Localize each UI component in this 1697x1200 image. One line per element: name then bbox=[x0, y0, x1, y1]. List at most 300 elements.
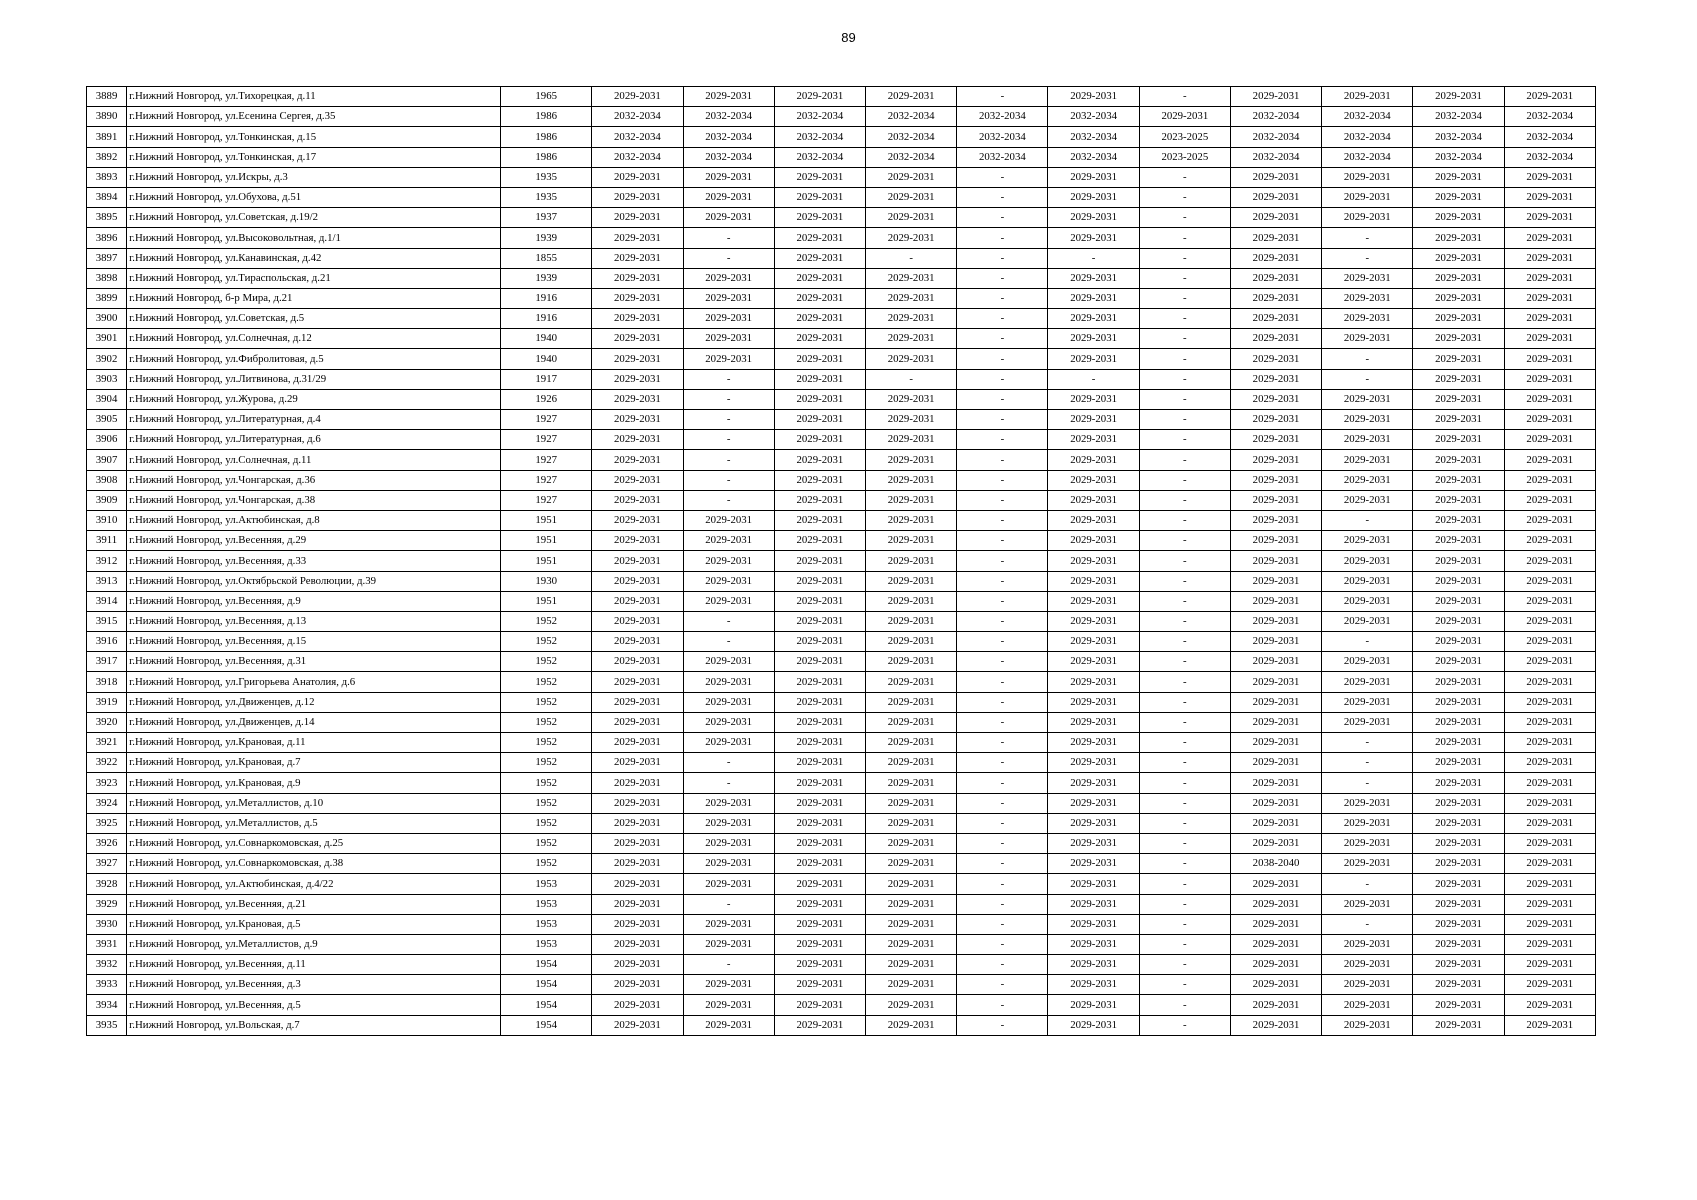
table-row bbox=[87, 591, 1596, 611]
period-cell-11: 2029-2031 bbox=[1504, 450, 1595, 470]
period-cell-1: 2029-2031 bbox=[592, 1015, 683, 1035]
period-cell-8: 2029-2031 bbox=[1230, 813, 1321, 833]
period-cell-2: 2029-2031 bbox=[683, 813, 774, 833]
period-cell-10: 2032-2034 bbox=[1413, 127, 1504, 147]
period-cell-4: 2029-2031 bbox=[866, 914, 957, 934]
period-cell-1: 2029-2031 bbox=[592, 369, 683, 389]
period-cell-3: 2029-2031 bbox=[774, 591, 865, 611]
period-cell-5: - bbox=[957, 551, 1048, 571]
period-cell-6: - bbox=[1048, 248, 1139, 268]
page-number: 89 bbox=[841, 30, 856, 45]
period-cell-2: 2029-2031 bbox=[683, 187, 774, 207]
period-cell-9: 2029-2031 bbox=[1322, 329, 1413, 349]
table-row bbox=[87, 753, 1596, 773]
table-row bbox=[87, 490, 1596, 510]
year-cell: 1951 bbox=[501, 591, 592, 611]
period-cell-1: 2029-2031 bbox=[592, 894, 683, 914]
year-cell: 1927 bbox=[501, 410, 592, 430]
period-cell-8: 2029-2031 bbox=[1230, 1015, 1321, 1035]
year-cell: 1952 bbox=[501, 712, 592, 732]
table-row bbox=[87, 309, 1596, 329]
period-cell-2: 2029-2031 bbox=[683, 672, 774, 692]
period-cell-1: 2029-2031 bbox=[592, 753, 683, 773]
year-cell: 1937 bbox=[501, 208, 592, 228]
period-cell-5: - bbox=[957, 187, 1048, 207]
period-cell-5: - bbox=[957, 490, 1048, 510]
period-cell-11: 2029-2031 bbox=[1504, 692, 1595, 712]
address-cell: г.Нижний Новгород, ул.Солнечная, д.11 bbox=[127, 450, 501, 470]
period-cell-2: 2029-2031 bbox=[683, 995, 774, 1015]
row-number-cell: 3932 bbox=[87, 955, 127, 975]
period-cell-7: - bbox=[1139, 712, 1230, 732]
period-cell-7: - bbox=[1139, 430, 1230, 450]
period-cell-11: 2029-2031 bbox=[1504, 228, 1595, 248]
table-row bbox=[87, 248, 1596, 268]
period-cell-5: - bbox=[957, 510, 1048, 530]
period-cell-3: 2029-2031 bbox=[774, 753, 865, 773]
period-cell-7: - bbox=[1139, 955, 1230, 975]
period-cell-8: 2029-2031 bbox=[1230, 329, 1321, 349]
table-row bbox=[87, 712, 1596, 732]
period-cell-7: - bbox=[1139, 591, 1230, 611]
period-cell-6: 2029-2031 bbox=[1048, 228, 1139, 248]
period-cell-4: - bbox=[866, 369, 957, 389]
period-cell-11: 2029-2031 bbox=[1504, 430, 1595, 450]
period-cell-5: - bbox=[957, 975, 1048, 995]
row-number-cell: 3893 bbox=[87, 167, 127, 187]
period-cell-3: 2029-2031 bbox=[774, 450, 865, 470]
period-cell-8: 2029-2031 bbox=[1230, 208, 1321, 228]
period-cell-2: 2032-2034 bbox=[683, 127, 774, 147]
buildings-table bbox=[86, 86, 1596, 1036]
period-cell-6: 2029-2031 bbox=[1048, 208, 1139, 228]
period-cell-10: 2029-2031 bbox=[1413, 571, 1504, 591]
period-cell-8: 2029-2031 bbox=[1230, 894, 1321, 914]
period-cell-5: - bbox=[957, 773, 1048, 793]
row-number-cell: 3907 bbox=[87, 450, 127, 470]
period-cell-1: 2032-2034 bbox=[592, 147, 683, 167]
period-cell-2: 2029-2031 bbox=[683, 329, 774, 349]
period-cell-9: 2029-2031 bbox=[1322, 934, 1413, 954]
period-cell-8: 2029-2031 bbox=[1230, 248, 1321, 268]
period-cell-7: - bbox=[1139, 874, 1230, 894]
period-cell-7: - bbox=[1139, 773, 1230, 793]
period-cell-9: - bbox=[1322, 914, 1413, 934]
period-cell-4: 2029-2031 bbox=[866, 268, 957, 288]
year-cell: 1952 bbox=[501, 672, 592, 692]
table-row bbox=[87, 87, 1596, 107]
period-cell-6: 2029-2031 bbox=[1048, 611, 1139, 631]
period-cell-5: - bbox=[957, 87, 1048, 107]
period-cell-9: 2029-2031 bbox=[1322, 833, 1413, 853]
period-cell-10: 2029-2031 bbox=[1413, 450, 1504, 470]
period-cell-9: 2029-2031 bbox=[1322, 430, 1413, 450]
period-cell-8: 2029-2031 bbox=[1230, 87, 1321, 107]
period-cell-8: 2029-2031 bbox=[1230, 510, 1321, 530]
period-cell-6: 2029-2031 bbox=[1048, 167, 1139, 187]
period-cell-4: 2029-2031 bbox=[866, 955, 957, 975]
period-cell-1: 2029-2031 bbox=[592, 329, 683, 349]
period-cell-10: 2029-2031 bbox=[1413, 167, 1504, 187]
year-cell: 1916 bbox=[501, 288, 592, 308]
row-number-cell: 3928 bbox=[87, 874, 127, 894]
address-cell: г.Нижний Новгород, ул.Совнаркомовская, д.25 bbox=[127, 833, 501, 853]
period-cell-6: 2029-2031 bbox=[1048, 975, 1139, 995]
table-row bbox=[87, 894, 1596, 914]
period-cell-1: 2029-2031 bbox=[592, 87, 683, 107]
period-cell-5: 2032-2034 bbox=[957, 107, 1048, 127]
period-cell-8: 2032-2034 bbox=[1230, 127, 1321, 147]
period-cell-10: 2029-2031 bbox=[1413, 611, 1504, 631]
address-cell: г.Нижний Новгород, ул.Крановая, д.7 bbox=[127, 753, 501, 773]
period-cell-5: - bbox=[957, 793, 1048, 813]
period-cell-4: 2029-2031 bbox=[866, 571, 957, 591]
year-cell: 1952 bbox=[501, 813, 592, 833]
period-cell-2: 2029-2031 bbox=[683, 87, 774, 107]
address-cell: г.Нижний Новгород, ул.Металлистов, д.9 bbox=[127, 934, 501, 954]
period-cell-10: 2029-2031 bbox=[1413, 531, 1504, 551]
row-number-cell: 3905 bbox=[87, 410, 127, 430]
period-cell-2: 2032-2034 bbox=[683, 147, 774, 167]
row-number-cell: 3930 bbox=[87, 914, 127, 934]
period-cell-9: - bbox=[1322, 632, 1413, 652]
period-cell-8: 2032-2034 bbox=[1230, 147, 1321, 167]
address-cell: г.Нижний Новгород, ул.Есенина Сергея, д.35 bbox=[127, 107, 501, 127]
period-cell-4: 2029-2031 bbox=[866, 551, 957, 571]
period-cell-5: - bbox=[957, 288, 1048, 308]
period-cell-10: 2029-2031 bbox=[1413, 268, 1504, 288]
address-cell: г.Нижний Новгород, ул.Весенняя, д.29 bbox=[127, 531, 501, 551]
period-cell-11: 2029-2031 bbox=[1504, 672, 1595, 692]
period-cell-7: 2029-2031 bbox=[1139, 107, 1230, 127]
period-cell-8: 2029-2031 bbox=[1230, 268, 1321, 288]
period-cell-8: 2029-2031 bbox=[1230, 410, 1321, 430]
period-cell-5: - bbox=[957, 591, 1048, 611]
period-cell-10: 2029-2031 bbox=[1413, 309, 1504, 329]
period-cell-7: - bbox=[1139, 349, 1230, 369]
year-cell: 1952 bbox=[501, 773, 592, 793]
period-cell-2: 2029-2031 bbox=[683, 854, 774, 874]
period-cell-10: 2029-2031 bbox=[1413, 591, 1504, 611]
period-cell-3: 2029-2031 bbox=[774, 531, 865, 551]
period-cell-11: 2029-2031 bbox=[1504, 349, 1595, 369]
period-cell-11: 2029-2031 bbox=[1504, 833, 1595, 853]
period-cell-1: 2029-2031 bbox=[592, 490, 683, 510]
period-cell-10: 2029-2031 bbox=[1413, 854, 1504, 874]
period-cell-4: 2029-2031 bbox=[866, 712, 957, 732]
period-cell-2: - bbox=[683, 470, 774, 490]
period-cell-1: 2029-2031 bbox=[592, 934, 683, 954]
period-cell-8: 2038-2040 bbox=[1230, 854, 1321, 874]
period-cell-3: 2029-2031 bbox=[774, 551, 865, 571]
period-cell-9: - bbox=[1322, 248, 1413, 268]
period-cell-10: 2029-2031 bbox=[1413, 652, 1504, 672]
period-cell-3: 2029-2031 bbox=[774, 833, 865, 853]
period-cell-2: - bbox=[683, 632, 774, 652]
period-cell-1: 2029-2031 bbox=[592, 955, 683, 975]
period-cell-10: 2032-2034 bbox=[1413, 147, 1504, 167]
address-cell: г.Нижний Новгород, ул.Октябрьской Революции, д.39 bbox=[127, 571, 501, 591]
period-cell-5: - bbox=[957, 389, 1048, 409]
period-cell-8: 2029-2031 bbox=[1230, 632, 1321, 652]
period-cell-7: - bbox=[1139, 611, 1230, 631]
period-cell-3: 2029-2031 bbox=[774, 733, 865, 753]
year-cell: 1952 bbox=[501, 733, 592, 753]
period-cell-3: 2029-2031 bbox=[774, 329, 865, 349]
period-cell-9: 2029-2031 bbox=[1322, 692, 1413, 712]
period-cell-9: 2029-2031 bbox=[1322, 975, 1413, 995]
address-cell: г.Нижний Новгород, ул.Крановая, д.11 bbox=[127, 733, 501, 753]
period-cell-3: 2029-2031 bbox=[774, 470, 865, 490]
period-cell-4: 2032-2034 bbox=[866, 147, 957, 167]
period-cell-9: - bbox=[1322, 228, 1413, 248]
period-cell-3: 2029-2031 bbox=[774, 430, 865, 450]
period-cell-8: 2029-2031 bbox=[1230, 672, 1321, 692]
period-cell-4: 2029-2031 bbox=[866, 793, 957, 813]
period-cell-1: 2029-2031 bbox=[592, 551, 683, 571]
period-cell-1: 2029-2031 bbox=[592, 288, 683, 308]
period-cell-9: 2029-2031 bbox=[1322, 611, 1413, 631]
period-cell-8: 2029-2031 bbox=[1230, 712, 1321, 732]
table-row bbox=[87, 268, 1596, 288]
period-cell-10: 2032-2034 bbox=[1413, 107, 1504, 127]
table-row bbox=[87, 813, 1596, 833]
row-number-cell: 3891 bbox=[87, 127, 127, 147]
period-cell-7: - bbox=[1139, 632, 1230, 652]
row-number-cell: 3923 bbox=[87, 773, 127, 793]
period-cell-8: 2029-2031 bbox=[1230, 450, 1321, 470]
period-cell-10: 2029-2031 bbox=[1413, 490, 1504, 510]
period-cell-10: 2029-2031 bbox=[1413, 369, 1504, 389]
period-cell-8: 2029-2031 bbox=[1230, 470, 1321, 490]
period-cell-1: 2029-2031 bbox=[592, 995, 683, 1015]
row-number-cell: 3906 bbox=[87, 430, 127, 450]
table-row bbox=[87, 611, 1596, 631]
period-cell-4: 2029-2031 bbox=[866, 1015, 957, 1035]
period-cell-3: 2029-2031 bbox=[774, 955, 865, 975]
period-cell-7: - bbox=[1139, 934, 1230, 954]
period-cell-6: 2029-2031 bbox=[1048, 309, 1139, 329]
row-number-cell: 3916 bbox=[87, 632, 127, 652]
period-cell-5: - bbox=[957, 410, 1048, 430]
period-cell-11: 2029-2031 bbox=[1504, 995, 1595, 1015]
address-cell: г.Нижний Новгород, ул.Литературная, д.4 bbox=[127, 410, 501, 430]
period-cell-11: 2029-2031 bbox=[1504, 87, 1595, 107]
period-cell-7: - bbox=[1139, 228, 1230, 248]
period-cell-9: 2029-2031 bbox=[1322, 490, 1413, 510]
period-cell-11: 2029-2031 bbox=[1504, 753, 1595, 773]
period-cell-4: - bbox=[866, 248, 957, 268]
period-cell-3: 2029-2031 bbox=[774, 652, 865, 672]
period-cell-2: 2029-2031 bbox=[683, 975, 774, 995]
period-cell-4: 2029-2031 bbox=[866, 611, 957, 631]
period-cell-9: 2032-2034 bbox=[1322, 147, 1413, 167]
period-cell-1: 2029-2031 bbox=[592, 470, 683, 490]
period-cell-7: - bbox=[1139, 248, 1230, 268]
period-cell-9: 2029-2031 bbox=[1322, 571, 1413, 591]
period-cell-11: 2029-2031 bbox=[1504, 894, 1595, 914]
period-cell-7: - bbox=[1139, 87, 1230, 107]
address-cell: г.Нижний Новгород, ул.Григорьева Анатолия, д.6 bbox=[127, 672, 501, 692]
period-cell-2: 2029-2031 bbox=[683, 833, 774, 853]
row-number-cell: 3899 bbox=[87, 288, 127, 308]
period-cell-11: 2029-2031 bbox=[1504, 591, 1595, 611]
table-row bbox=[87, 955, 1596, 975]
period-cell-2: 2029-2031 bbox=[683, 934, 774, 954]
period-cell-11: 2029-2031 bbox=[1504, 975, 1595, 995]
period-cell-8: 2029-2031 bbox=[1230, 874, 1321, 894]
year-cell: 1935 bbox=[501, 167, 592, 187]
period-cell-3: 2029-2031 bbox=[774, 813, 865, 833]
period-cell-10: 2029-2031 bbox=[1413, 773, 1504, 793]
period-cell-9: - bbox=[1322, 349, 1413, 369]
period-cell-6: - bbox=[1048, 369, 1139, 389]
period-cell-9: 2029-2031 bbox=[1322, 208, 1413, 228]
table-row bbox=[87, 450, 1596, 470]
period-cell-7: - bbox=[1139, 288, 1230, 308]
period-cell-7: 2023-2025 bbox=[1139, 127, 1230, 147]
table-row bbox=[87, 793, 1596, 813]
period-cell-10: 2029-2031 bbox=[1413, 329, 1504, 349]
row-number-cell: 3926 bbox=[87, 833, 127, 853]
period-cell-1: 2029-2031 bbox=[592, 712, 683, 732]
period-cell-11: 2029-2031 bbox=[1504, 309, 1595, 329]
period-cell-4: 2029-2031 bbox=[866, 531, 957, 551]
period-cell-7: - bbox=[1139, 470, 1230, 490]
period-cell-3: 2029-2031 bbox=[774, 571, 865, 591]
period-cell-11: 2029-2031 bbox=[1504, 611, 1595, 631]
table-body bbox=[87, 87, 1596, 1036]
period-cell-6: 2029-2031 bbox=[1048, 813, 1139, 833]
address-cell: г.Нижний Новгород, ул.Солнечная, д.12 bbox=[127, 329, 501, 349]
period-cell-6: 2029-2031 bbox=[1048, 490, 1139, 510]
period-cell-7: - bbox=[1139, 995, 1230, 1015]
period-cell-4: 2029-2031 bbox=[866, 975, 957, 995]
period-cell-9: 2029-2031 bbox=[1322, 268, 1413, 288]
period-cell-2: - bbox=[683, 773, 774, 793]
row-number-cell: 3894 bbox=[87, 187, 127, 207]
table-row bbox=[87, 934, 1596, 954]
period-cell-6: 2029-2031 bbox=[1048, 632, 1139, 652]
row-number-cell: 3895 bbox=[87, 208, 127, 228]
period-cell-2: 2032-2034 bbox=[683, 107, 774, 127]
period-cell-8: 2029-2031 bbox=[1230, 228, 1321, 248]
year-cell: 1954 bbox=[501, 975, 592, 995]
period-cell-1: 2029-2031 bbox=[592, 571, 683, 591]
period-cell-1: 2032-2034 bbox=[592, 107, 683, 127]
period-cell-2: 2029-2031 bbox=[683, 874, 774, 894]
period-cell-11: 2029-2031 bbox=[1504, 551, 1595, 571]
period-cell-10: 2029-2031 bbox=[1413, 995, 1504, 1015]
period-cell-11: 2029-2031 bbox=[1504, 187, 1595, 207]
period-cell-9: 2029-2031 bbox=[1322, 470, 1413, 490]
period-cell-11: 2029-2031 bbox=[1504, 813, 1595, 833]
period-cell-11: 2029-2031 bbox=[1504, 470, 1595, 490]
period-cell-6: 2029-2031 bbox=[1048, 712, 1139, 732]
year-cell: 1954 bbox=[501, 1015, 592, 1035]
year-cell: 1951 bbox=[501, 551, 592, 571]
period-cell-4: 2029-2031 bbox=[866, 208, 957, 228]
period-cell-11: 2029-2031 bbox=[1504, 955, 1595, 975]
period-cell-5: - bbox=[957, 268, 1048, 288]
period-cell-10: 2029-2031 bbox=[1413, 672, 1504, 692]
period-cell-8: 2032-2034 bbox=[1230, 107, 1321, 127]
period-cell-4: 2029-2031 bbox=[866, 309, 957, 329]
period-cell-6: 2029-2031 bbox=[1048, 753, 1139, 773]
year-cell: 1953 bbox=[501, 934, 592, 954]
table-row bbox=[87, 551, 1596, 571]
period-cell-4: 2029-2031 bbox=[866, 389, 957, 409]
period-cell-4: 2029-2031 bbox=[866, 894, 957, 914]
period-cell-2: - bbox=[683, 248, 774, 268]
period-cell-8: 2029-2031 bbox=[1230, 753, 1321, 773]
period-cell-11: 2032-2034 bbox=[1504, 107, 1595, 127]
period-cell-2: 2029-2031 bbox=[683, 531, 774, 551]
period-cell-2: 2029-2031 bbox=[683, 167, 774, 187]
table-row bbox=[87, 187, 1596, 207]
row-number-cell: 3919 bbox=[87, 692, 127, 712]
period-cell-6: 2029-2031 bbox=[1048, 187, 1139, 207]
period-cell-4: 2029-2031 bbox=[866, 934, 957, 954]
row-number-cell: 3913 bbox=[87, 571, 127, 591]
period-cell-3: 2029-2031 bbox=[774, 854, 865, 874]
address-cell: г.Нижний Новгород, ул.Весенняя, д.11 bbox=[127, 955, 501, 975]
period-cell-3: 2029-2031 bbox=[774, 632, 865, 652]
period-cell-4: 2029-2031 bbox=[866, 490, 957, 510]
period-cell-5: - bbox=[957, 369, 1048, 389]
period-cell-4: 2029-2031 bbox=[866, 187, 957, 207]
period-cell-4: 2029-2031 bbox=[866, 733, 957, 753]
address-cell: г.Нижний Новгород, ул.Литвинова, д.31/29 bbox=[127, 369, 501, 389]
period-cell-1: 2029-2031 bbox=[592, 854, 683, 874]
period-cell-10: 2029-2031 bbox=[1413, 975, 1504, 995]
period-cell-4: 2032-2034 bbox=[866, 127, 957, 147]
period-cell-10: 2029-2031 bbox=[1413, 248, 1504, 268]
period-cell-2: 2029-2031 bbox=[683, 793, 774, 813]
period-cell-6: 2029-2031 bbox=[1048, 510, 1139, 530]
period-cell-1: 2029-2031 bbox=[592, 268, 683, 288]
year-cell: 1986 bbox=[501, 147, 592, 167]
period-cell-11: 2029-2031 bbox=[1504, 248, 1595, 268]
period-cell-5: - bbox=[957, 632, 1048, 652]
period-cell-2: 2029-2031 bbox=[683, 268, 774, 288]
period-cell-9: 2032-2034 bbox=[1322, 127, 1413, 147]
period-cell-3: 2029-2031 bbox=[774, 187, 865, 207]
period-cell-8: 2029-2031 bbox=[1230, 955, 1321, 975]
period-cell-11: 2029-2031 bbox=[1504, 389, 1595, 409]
address-cell: г.Нижний Новгород, ул.Совнаркомовская, д.38 bbox=[127, 854, 501, 874]
period-cell-9: 2029-2031 bbox=[1322, 309, 1413, 329]
period-cell-10: 2029-2031 bbox=[1413, 894, 1504, 914]
period-cell-1: 2029-2031 bbox=[592, 591, 683, 611]
period-cell-10: 2029-2031 bbox=[1413, 753, 1504, 773]
period-cell-6: 2029-2031 bbox=[1048, 329, 1139, 349]
period-cell-7: - bbox=[1139, 167, 1230, 187]
row-number-cell: 3892 bbox=[87, 147, 127, 167]
row-number-cell: 3903 bbox=[87, 369, 127, 389]
table-row bbox=[87, 389, 1596, 409]
period-cell-7: - bbox=[1139, 914, 1230, 934]
period-cell-6: 2029-2031 bbox=[1048, 934, 1139, 954]
period-cell-7: - bbox=[1139, 410, 1230, 430]
row-number-cell: 3921 bbox=[87, 733, 127, 753]
period-cell-10: 2029-2031 bbox=[1413, 874, 1504, 894]
address-cell: г.Нижний Новгород, ул.Советская, д.5 bbox=[127, 309, 501, 329]
period-cell-4: 2029-2031 bbox=[866, 430, 957, 450]
period-cell-10: 2029-2031 bbox=[1413, 288, 1504, 308]
period-cell-3: 2029-2031 bbox=[774, 874, 865, 894]
period-cell-10: 2029-2031 bbox=[1413, 955, 1504, 975]
